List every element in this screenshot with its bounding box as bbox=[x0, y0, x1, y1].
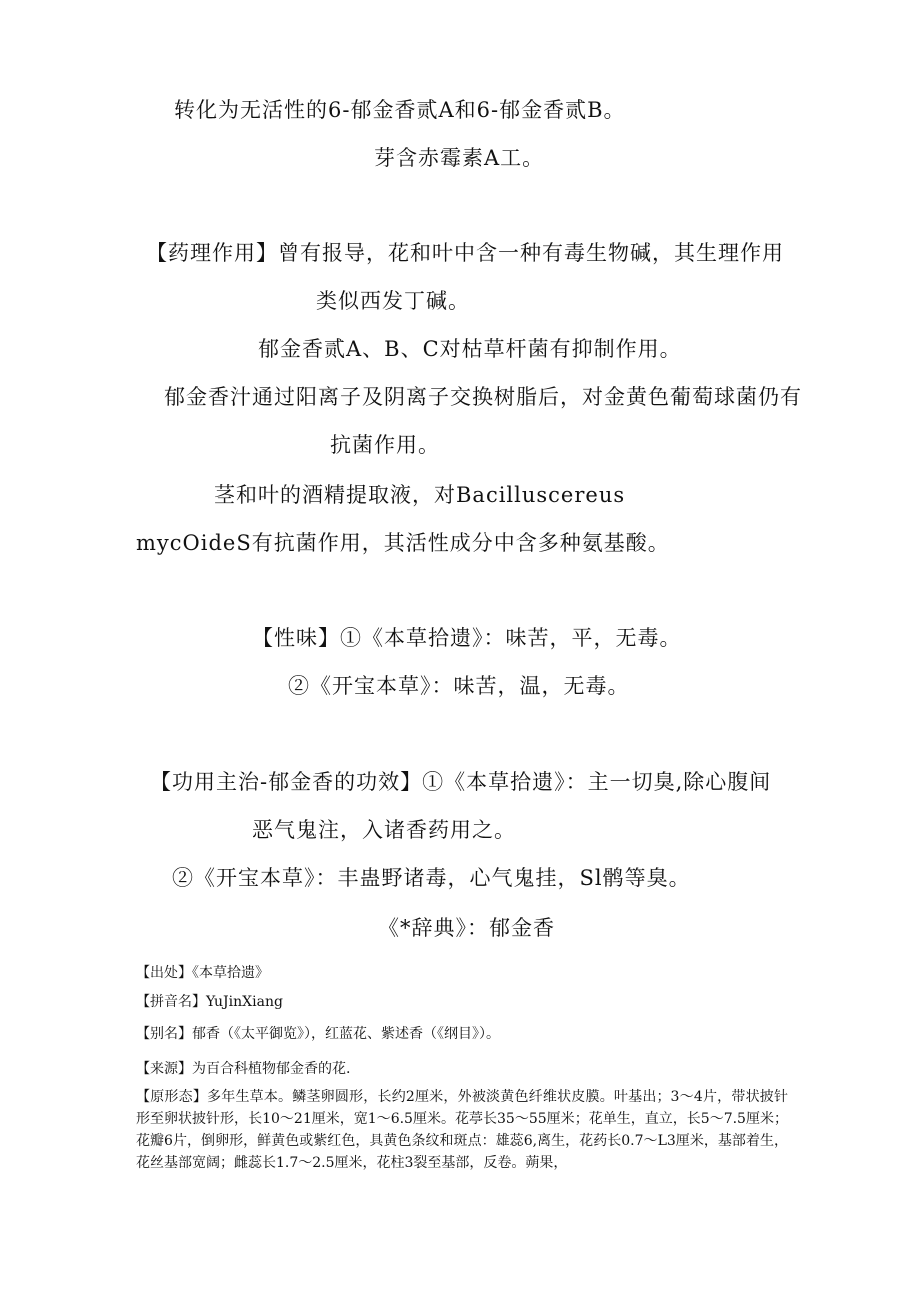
text-line: 抗菌作用。 bbox=[330, 433, 440, 457]
text-line: mycOideS有抗菌作用，其活性成分中含多种氨基酸。 bbox=[136, 531, 670, 555]
section-pharmacology: 【药理作用】曾有报导，花和叶中含一种有毒生物碱，其生理作用 bbox=[146, 241, 784, 265]
text-line: 恶气鬼注，入诸香药用之。 bbox=[252, 818, 516, 842]
section-functions: 【功用主治-郁金香的功效】①《本草拾遗》：主一切臭,除心腹间 bbox=[150, 770, 772, 794]
entry-alias: 【别名】郁香（《太平御览》），红蓝花、紫述香（《纲目》）。 bbox=[136, 1026, 500, 1042]
dictionary-heading: 《*辞典》：郁金香 bbox=[378, 916, 555, 940]
entry-source: 【出处】《本草拾遗》 bbox=[136, 965, 269, 981]
entry-pinyin: 【拼音名】YuJinXiang bbox=[136, 994, 283, 1010]
section-nature-taste: 【性味】①《本草拾遗》：味苦，平，无毒。 bbox=[252, 626, 682, 650]
entry-origin: 【来源】为百合科植物郁金香的花. bbox=[136, 1061, 351, 1077]
text-line: 郁金香汁通过阳离子及阴离子交换树脂后，对金黄色葡萄球菌仍有 bbox=[164, 385, 802, 409]
text-line: ②《开宝本草》：味苦，温，无毒。 bbox=[288, 674, 630, 698]
text-line: 转化为无活性的6-郁金香贰A和6-郁金香贰B。 bbox=[174, 98, 626, 122]
text-line: 茎和叶的酒精提取液，对Bacilluscereus bbox=[214, 483, 626, 507]
text-line: ②《开宝本草》：丰蛊野诸毒，心气鬼挂，Sl鹘等臭。 bbox=[172, 866, 691, 890]
text-line: 类似西发丁碱。 bbox=[316, 289, 470, 313]
text-line: 郁金香贰A、B、C对枯草杆菌有抑制作用。 bbox=[258, 337, 682, 361]
text-line: 芽含赤霉素A工。 bbox=[374, 146, 545, 170]
entry-morphology: 【原形态】多年生草本。鳞茎卵圆形，长约2厘米，外被淡黄色纤维状皮膜。叶基出；3～4片，带状披针形至卵状披针形，长10～21厘米，宽1～6.5厘米。花葶长35～55厘米；花单生，直立，长5～7.5厘米；花瓣6片，倒卵形，鲜黄色或紫红色，具黄色条纹和斑点：雄蕊6,离生，花药长0.7～L3厘米，基部着生，花丝基部宽阔；雌蕊长1.7～2.5厘米，花柱3裂至基部，反卷。蒴果， bbox=[136, 1089, 788, 1171]
